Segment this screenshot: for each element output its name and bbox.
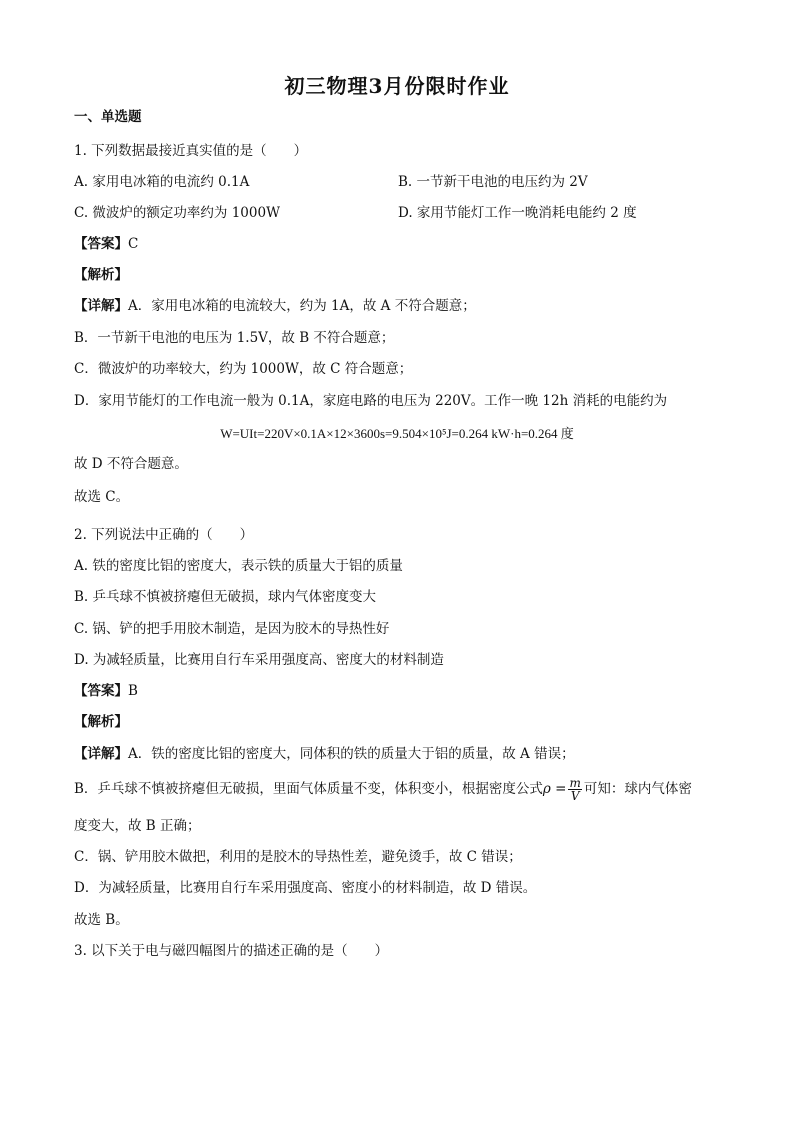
q2-detail-b-pre: B．乒乓球不慎被挤瘪但无破损，里面气体质量不变，体积变小，根据密度公式 — [74, 781, 543, 797]
q2-stem: 2. 下列说法中正确的（ ） — [74, 527, 254, 543]
q1-detail-a: A．家用电冰箱的电流较大，约为 1A，故 A 不符合题意； — [128, 298, 476, 314]
q2-detail-tag: 【详解】 — [74, 746, 128, 762]
q2-option-c: C. 锅、铲的把手用胶木制造，是因为胶木的导热性好 — [74, 621, 390, 637]
q2-detail-a-line — [74, 745, 575, 763]
q2-option-d: D. 为减轻质量，比赛用自行车采用强度高、密度大的材料制造 — [74, 652, 444, 668]
q2-detail-c: C．锅、铲用胶木做把，利用的是胶木的导热性差，避免烫手，故 C 错误； — [74, 849, 522, 865]
q1-detail-a-line — [74, 297, 476, 315]
q2-detail-b-line — [74, 775, 692, 803]
q2-analysis-tag: 【解析】 — [74, 714, 128, 730]
q2-answer-tag: 【答案】 — [74, 683, 128, 699]
q2-detail-a: A．铁的密度比铝的密度大，同体积的铁的质量大于铝的质量，故 A 错误； — [128, 746, 575, 762]
q1-detail-c: C．微波炉的功率较大，约为 1000W，故 C 符合题意； — [74, 361, 413, 377]
density-symbol: ρ = — [542, 781, 567, 797]
q2-conclusion: 故选 B。 — [74, 912, 129, 928]
q2-detail-b-post: 可知：球内气体密 — [583, 781, 692, 797]
q1-detail-b: B．一节新干电池的电压为 1.5V，故 B 不符合题意； — [74, 330, 395, 346]
q2-detail-b2: 度变大，故 B 正确； — [74, 818, 201, 834]
q1-option-d: D. 家用节能灯工作一晚消耗电能约 2 度 — [398, 205, 637, 221]
q1-option-b: B. 一节新干电池的电压约为 2V — [398, 174, 588, 190]
q1-formula: W=UIt=220V×0.1A×12×3600s=9.504×10⁵J=0.264 kW·h=0.264 度 — [220, 426, 574, 441]
page-title: 初三物理3月份限时作业 — [284, 74, 510, 98]
q2-answer — [74, 682, 138, 700]
q1-analysis-tag: 【解析】 — [74, 267, 128, 283]
q1-conclusion: 故选 C。 — [74, 489, 130, 505]
q1-option-c: C. 微波炉的额定功率约为 1000W — [74, 205, 280, 221]
q1-detail-tag: 【详解】 — [74, 298, 128, 314]
q2-option-a: A. 铁的密度比铝的密度大，表示铁的质量大于铝的质量 — [74, 558, 403, 574]
q1-option-a: A. 家用电冰箱的电流约 0.1A — [74, 174, 250, 190]
density-fraction — [568, 777, 581, 802]
fraction-denominator: V — [570, 789, 580, 803]
q1-answer-tag: 【答案】 — [74, 236, 128, 252]
section-heading: 一、单选题 — [74, 109, 142, 125]
q2-option-b: B. 乒乓球不慎被挤瘪但无破损，球内气体密度变大 — [74, 589, 377, 605]
q1-detail-d2: 故 D 不符合题意。 — [74, 456, 188, 472]
fraction-numerator: m — [569, 776, 581, 790]
q2-detail-d: D．为减轻质量，比赛用自行车采用强度高、密度小的材料制造，故 D 错误。 — [74, 880, 537, 896]
q2-answer-value: B — [128, 683, 138, 699]
q1-answer — [74, 235, 138, 253]
q1-answer-value: C — [128, 236, 139, 252]
q3-stem: 3. 以下关于电与磁四幅图片的描述正确的是（ ） — [74, 943, 389, 959]
q1-stem: 1. 下列数据最接近真实值的是（ ） — [74, 143, 308, 159]
q1-detail-d: D．家用节能灯的工作电流一般为 0.1A，家庭电路的电压为 220V。工作一晚 12h 消耗的电能约为 — [74, 393, 668, 409]
